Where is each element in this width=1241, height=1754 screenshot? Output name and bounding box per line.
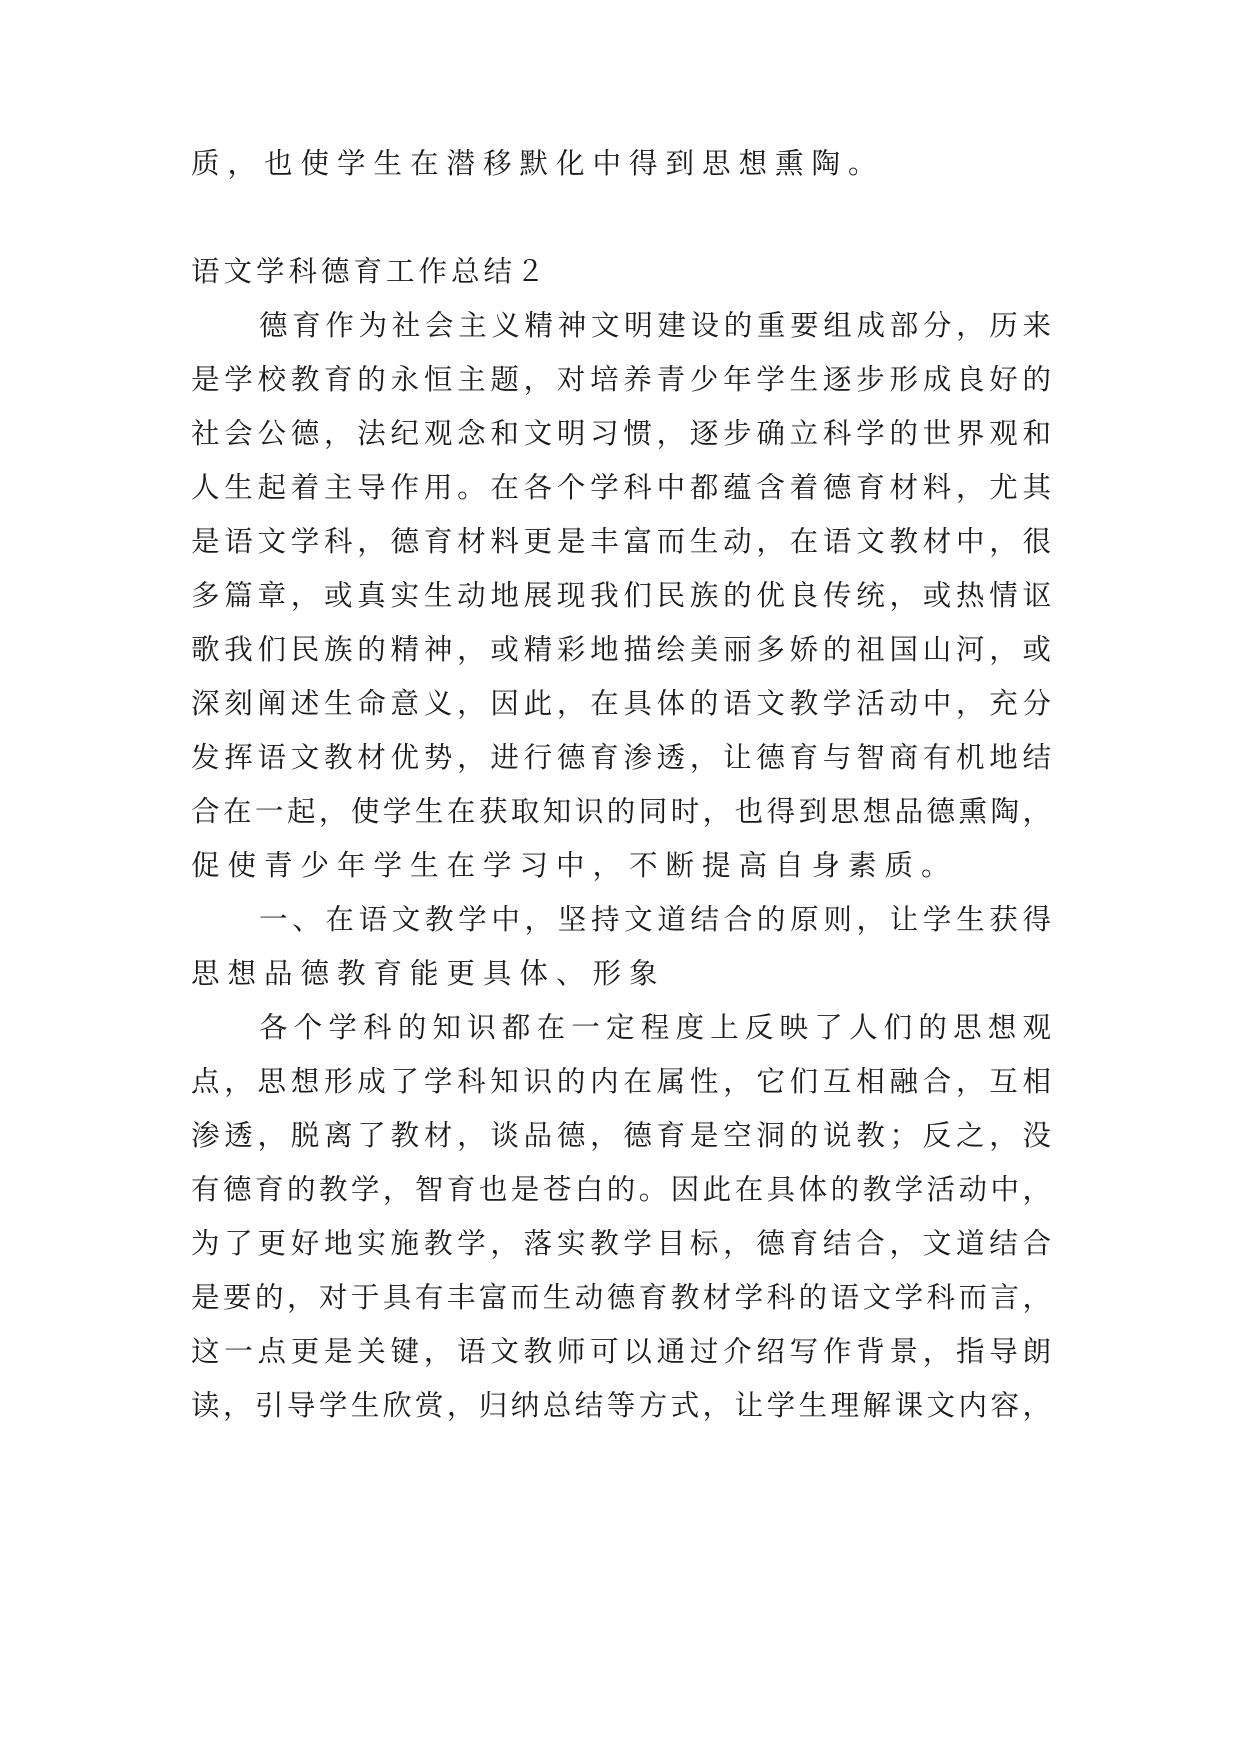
paragraph-line: 是学校教育的永恒主题，对培养青少年学生逐步形成良好的 xyxy=(191,363,1051,396)
paragraph-line: 是语文学科，德育材料更是丰富而生动，在语文教材中，很 xyxy=(191,525,1051,558)
paragraph-line: 思想品德教育能更具体、形象 xyxy=(191,957,666,990)
paragraph-line: 渗透，脱离了教材，谈品德，德育是空洞的说教；反之，没 xyxy=(191,1119,1051,1152)
fragment-line: 质，也使学生在潜移默化中得到思想熏陶。 xyxy=(191,147,885,180)
paragraph-line: 歌我们民族的精神，或精彩地描绘美丽多娇的祖国山河，或 xyxy=(191,633,1051,666)
paragraph-line: 德育作为社会主义精神文明建设的重要组成部分，历来 xyxy=(259,309,1051,342)
paragraph-line: 合在一起，使学生在获取知识的同时，也得到思想品德熏陶， xyxy=(191,795,1051,828)
paragraph-line: 为了更好地实施教学，落实教学目标，德育结合，文道结合 xyxy=(191,1227,1051,1260)
paragraph-line: 多篇章，或真实生动地展现我们民族的优良传统，或热情讴 xyxy=(191,579,1051,612)
paragraph-line: 一、在语文教学中，坚持文道结合的原则，让学生获得 xyxy=(259,903,1051,936)
paragraph-line: 促使青少年学生在学习中，不断提高自身素质。 xyxy=(191,849,958,882)
section-title: 语文学科德育工作总结２ xyxy=(191,255,549,288)
paragraph-line: 有德育的教学，智育也是苍白的。因此在具体的教学活动中， xyxy=(191,1173,1051,1206)
paragraph-line: 社会公德，法纪观念和文明习惯，逐步确立科学的世界观和 xyxy=(191,417,1051,450)
paragraph-line: 是要的，对于具有丰富而生动德育教材学科的语文学科而言， xyxy=(191,1281,1051,1314)
paragraph-line: 发挥语文教材优势，进行德育渗透，让德育与智商有机地结 xyxy=(191,741,1051,774)
paragraph-line: 人生起着主导作用。在各个学科中都蕴含着德育材料，尤其 xyxy=(191,471,1051,504)
paragraph-line: 读，引导学生欣赏，归纳总结等方式，让学生理解课文内容， xyxy=(191,1389,1051,1422)
paragraph-line: 各个学科的知识都在一定程度上反映了人们的思想观 xyxy=(259,1011,1051,1044)
paragraph-line: 深刻阐述生命意义，因此，在具体的语文教学活动中，充分 xyxy=(191,687,1051,720)
paragraph-line: 这一点更是关键，语文教师可以通过介绍写作背景，指导朗 xyxy=(191,1335,1051,1368)
paragraph-line: 点，思想形成了学科知识的内在属性，它们互相融合，互相 xyxy=(191,1065,1051,1098)
